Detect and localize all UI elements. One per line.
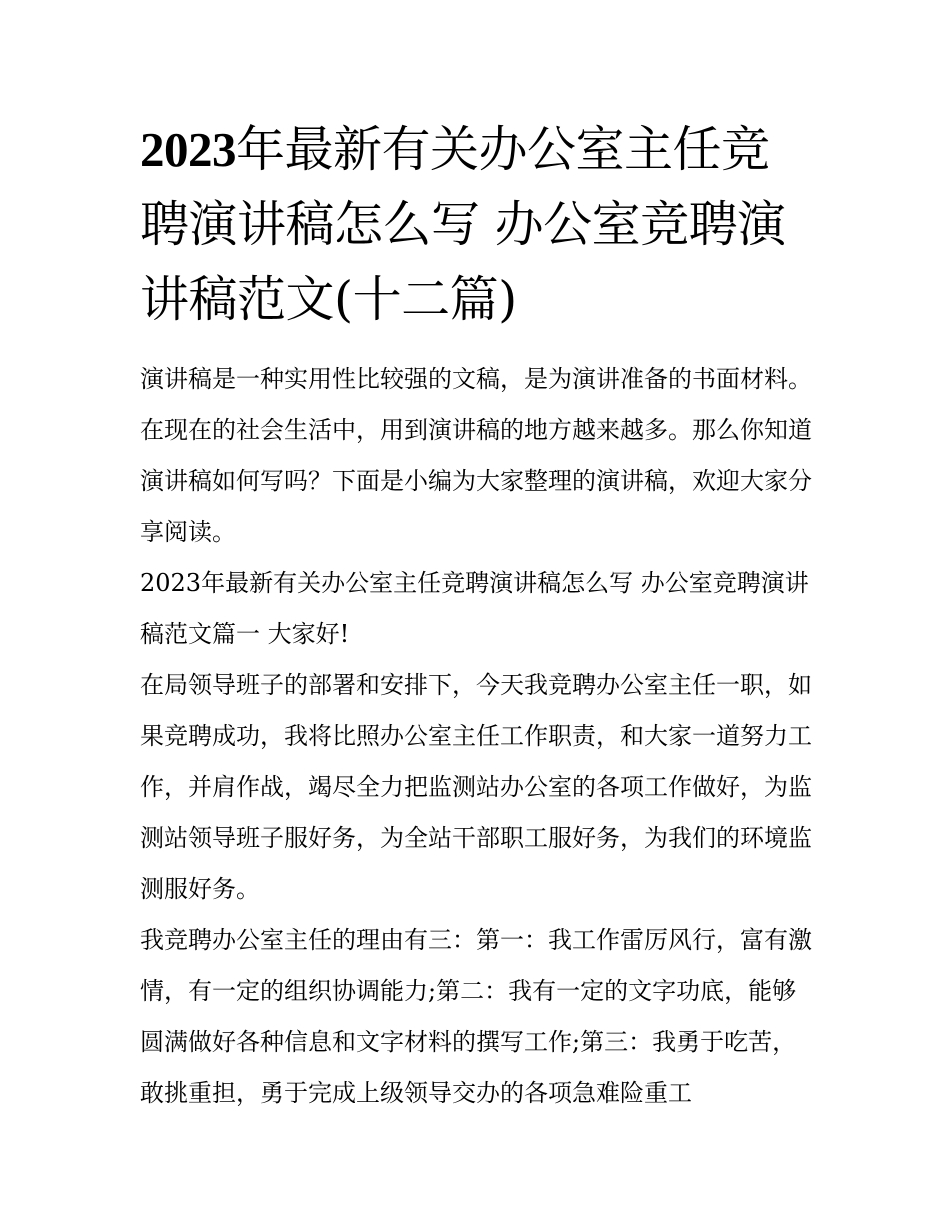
section-heading-paragraph: 2023年最新有关办公室主任竞聘演讲稿怎么写 办公室竞聘演讲稿范文篇一 大家好! (140, 569, 809, 648)
document-title (140, 112, 812, 337)
body-paragraph: 我竞聘办公室主任的理由有三：第一：我工作雷厉风行，富有激情，有一定的组织协调能力;第二：我有一定的文字功底，能够圆满做好各种信息和文字材料的撰写工作;第三：我勇于吃苦，敢挑重担，勇于完成上级领导交办的各项急难险重工 (140, 926, 812, 1107)
title-text: 年最新有关办公室主任竞聘演讲稿怎么写 办公室竞聘演讲稿范文(十二篇) (140, 121, 786, 328)
intro-paragraph: 演讲稿是一种实用性比较强的文稿，是为演讲准备的书面材料。在现在的社会生活中，用到演讲稿的地方越来越多。那么你知道演讲稿如何写吗？下面是小编为大家整理的演讲稿，欢迎大家分享阅读。 (140, 365, 812, 546)
title-year: 2023 (140, 122, 236, 177)
document-body (140, 354, 812, 1119)
body-paragraph: 在局领导班子的部署和安排下，今天我竞聘办公室主任一职，如果竞聘成功，我将比照办公室主任工作职责，和大家一道努力工作，并肩作战，竭尽全力把监测站办公室的各项工作做好，为监测站领导班子服好务，为全站干部职工服好务，为我们的环境监测服好务。 (140, 671, 812, 903)
